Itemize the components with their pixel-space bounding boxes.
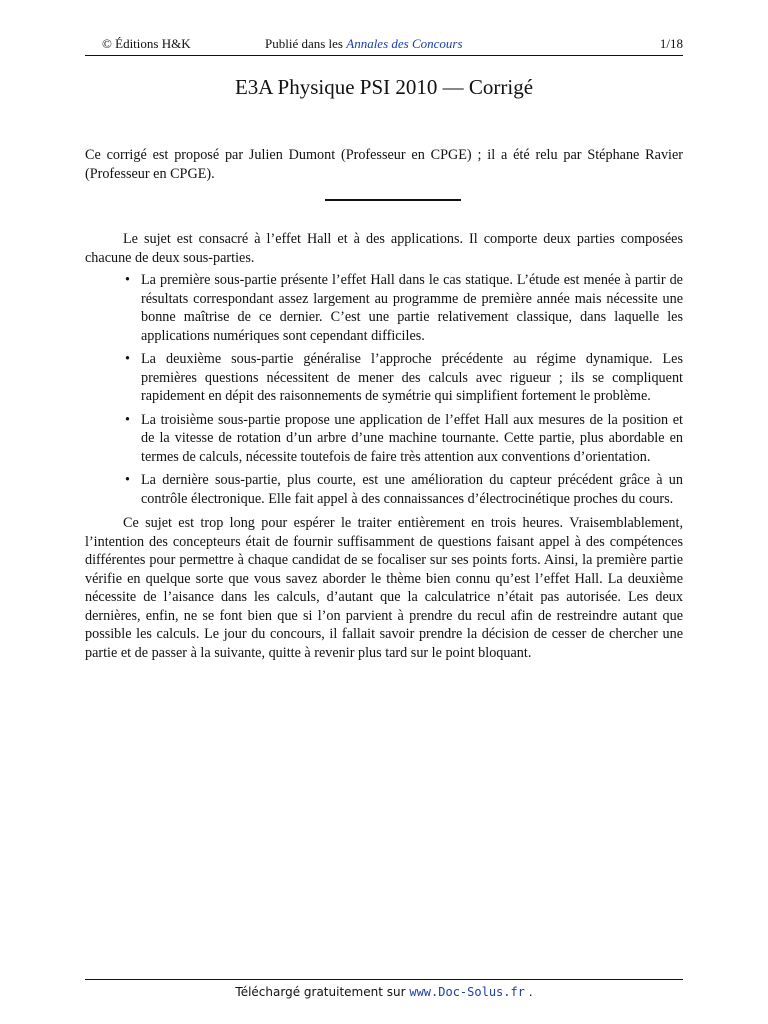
document-body [85, 230, 683, 662]
intro-paragraph: Ce corrigé est proposé par Julien Dumont (Professeur en CPGE) ; il a été relu par Stéphane Ravier (Professeur en CPGE). [85, 147, 683, 182]
download-link[interactable]: www.Doc-Solus.fr [409, 985, 525, 999]
journal-link[interactable]: Annales des Concours [346, 36, 463, 51]
body-paragraph-2: Ce sujet est trop long pour espérer le traiter entièrement en trois heures. Vraisemblablement, l’intention des concepteurs était de fournir suffisamment de questions faisant appel à des compétences différentes pour permettre à chaque candidat de se focaliser sur ses points forts. Ainsi, la première partie vérifie en quelque sorte que vous savez aborder le thème bien connu qu’est l’effet Hall. La deuxième nécessite de l’aisance dans les calculs, d’autant que la calculatrice n’était pas autorisée. Les deux dernières, enfin, ne se font bien que si l’on parvient à prendre du recul afin de restreindre autant que possible les calculs. Le jour du concours, il fallait savoir prendre la décision de cesser de chercher une partie et de passer à la suivante, quitte à revenir plus tard sur le point bloquant. [85, 515, 683, 661]
page-title: E3A Physique PSI 2010 — Corrigé [234, 75, 534, 99]
page-header [85, 34, 683, 54]
page-footer [0, 985, 768, 999]
list-item [85, 271, 683, 345]
list-item-text: La deuxième sous-partie généralise l’approche précédente au régime dynamique. Les premières questions nécessitent de mener des calculs avec rigueur ; ils se compliquent rapidement en dépit des raisonnements de symétrie qui simplifient fortement le problème. [141, 351, 683, 404]
list-item-text: La troisième sous-partie propose une application de l’effet Hall aux mesures de la position et de la vitesse de rotation d’un arbre d’une machine tournante. Cette partie, plus abordable en termes de calculs, nécessite toutefois de faire très attention aux conventions d’orientation. [141, 411, 683, 465]
list-item [85, 471, 683, 508]
publication-prefix: Publié dans les [265, 36, 343, 51]
footer-divider [85, 979, 683, 980]
section-separator [325, 199, 461, 201]
bullet-icon: • [125, 272, 130, 288]
bullet-icon: • [125, 411, 130, 428]
footer-prefix: Téléchargé gratuitement sur [235, 985, 406, 999]
bullet-icon: • [125, 472, 130, 488]
list-item-text: La première sous-partie présente l’effet Hall dans le cas statique. L’étude est menée à partir de résultats correspondant assez largement au programme de première année mais nécessite une bonne maîtrise de ce dernier. C’est une partie relativement classique, dans laquelle les applications numériques sont cependant difficiles. [141, 272, 683, 344]
bullet-icon: • [125, 351, 130, 367]
header-divider [85, 55, 683, 56]
list-item [85, 350, 683, 406]
list-item-text: La dernière sous-partie, plus courte, est une amélioration du capteur précédent grâce à un contrôle électronique. Elle fait appel à des connaissances d’électrocinétique proches du cours. [141, 472, 683, 507]
publisher-copyright: © Éditions H&K [102, 36, 191, 51]
subparts-list [85, 271, 683, 508]
page-number: 1/18 [659, 36, 683, 51]
footer-suffix: . [528, 985, 533, 999]
publication-note [265, 36, 463, 52]
list-item [85, 411, 683, 467]
body-paragraph-1: Le sujet est consacré à l’effet Hall et à des applications. Il comporte deux parties composées chacune de deux sous-parties. [85, 231, 683, 266]
